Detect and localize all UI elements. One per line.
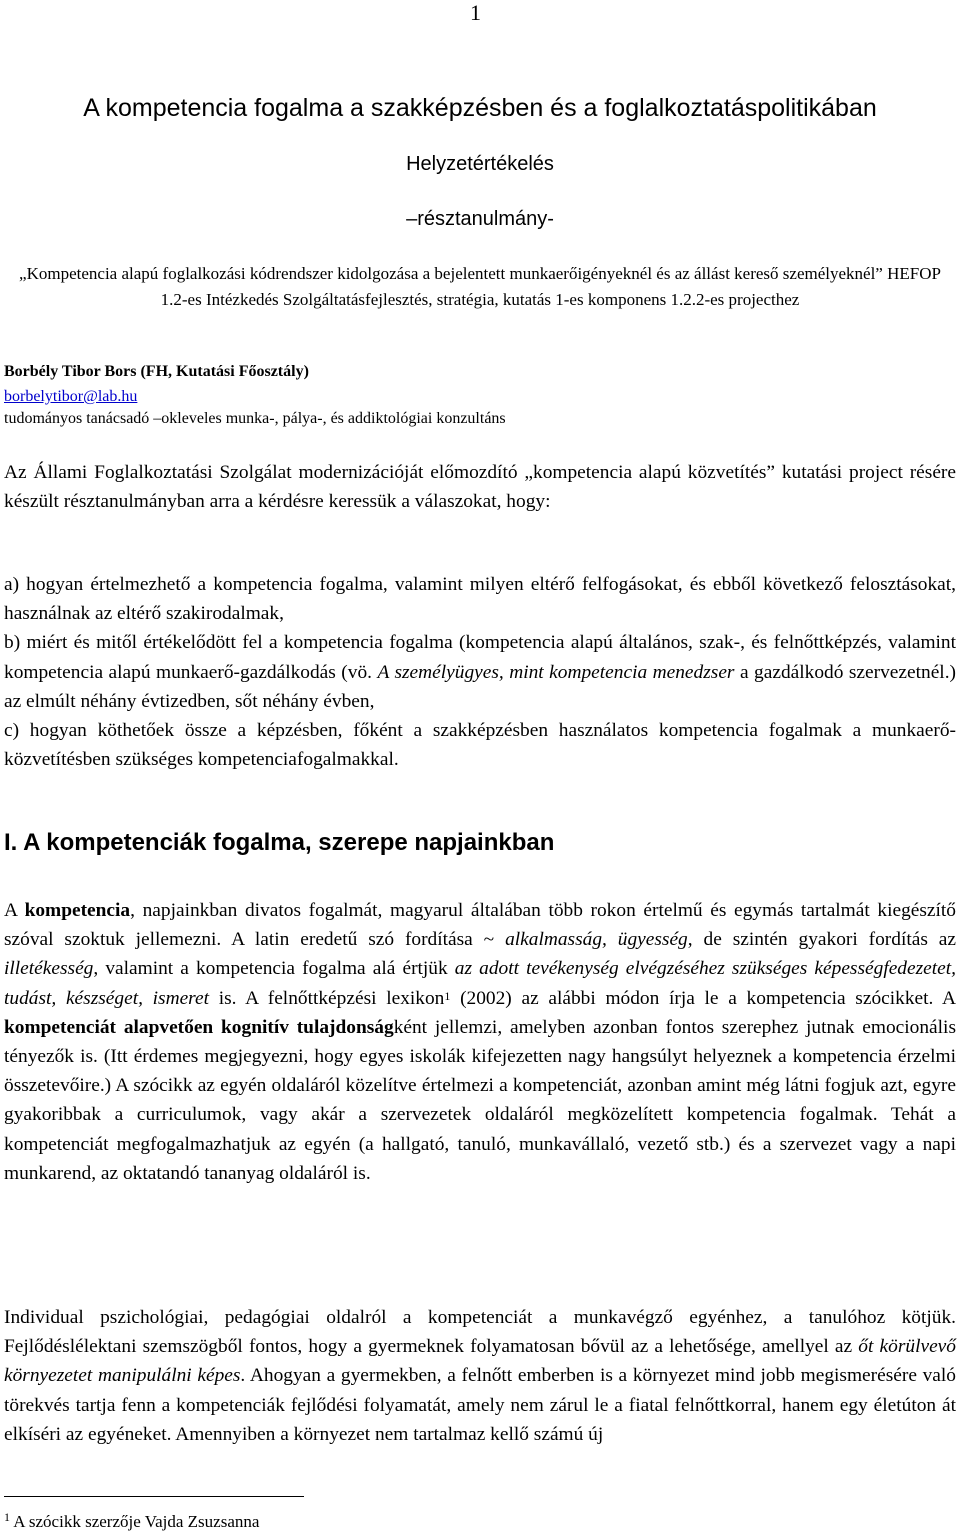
para1-text: , napjainkban divatos fogalmát, magyarul általában több rokon értelmű és egymás tartalmát kiegészítő szóval szoktuk jellemezni. A latin eredetű szó fordítása ~ [4,900,956,951]
para1-italic: alkalmasság, ügyesség [505,929,688,951]
project-description: „Kompetencia alapú foglalkozási kódrendszer kidolgozása a bejelentett munkaerőigényeknél és az állást kereső személyeknél” HEFOP 1.2-es Intézkedés Szolgáltatásfejlesztés, stratégia, kutatás 1-es komponens 1.2.2-es projecthez [19,264,941,309]
intro-paragraph: Az Állami Foglalkoztatási Szolgálat modernizációját előmozdító „kompetencia alapú közvetítés” kutatási project résére készült résztanulmányban arra a kérdésre keressük a válaszokat, hogy: [4,462,956,513]
para1-text: , de szintén gyakori fordítás az [687,929,956,951]
para1-italic: az adott tevékenység elvégzéséhez szükséges képességfedezetet, tudást, készséget, ismeret [4,958,956,1009]
para1-text: ként jellemzi, amelyben azonban fontos szerephez jutnak emocionális tényezők is. (Itt érdemes megjegyezni, hogy egyes iskolák kifejezetten nagy hangsúlyt helyeznek a kompetencia érzelmi összetevőire.) A szócikk az egyén oldaláról közelítve értelmezi a kompetenciát, azonban amint még látni fogjuk azt, egyre gyakoribbak a curriculumok, vagy akár a szervezetek oldaláról megközelített kompetencia fogalmak. Tehát a kompetenciát megfogalmazhatjuk az egyén (a hallgató, tanuló, munkavállaló, vezető stb.) és a szervezet vagy a napi munkarend, az oktatandó tananyag oldaláról is. [4,1016,956,1184]
author-name: Borbély Tibor Bors (FH, Kutatási Főosztály) [4,363,309,380]
body-paragraph-2 [4,1303,956,1449]
author-email-link[interactable]: borbelytibor@lab.hu [4,388,138,405]
para1-bold: kompetenciát alapvetően kognitív tulajdonság [4,1016,394,1038]
para1-bold: kompetencia [24,900,131,921]
section-heading: I. A kompetenciák fogalma, szerepe napjainkban [4,829,555,856]
footnote-divider [4,1496,304,1497]
page-number: 1 [470,0,481,25]
footnote-reference[interactable]: 1 [444,988,451,1003]
footnote [4,1512,259,1532]
list-item-b-italic: A személyügyes, mint kompetencia menedzser [377,661,735,683]
footnote-text: A szócikk szerzője Vajda Zsuzsanna [10,1512,260,1531]
document-subtitle-2: –résztanulmány- [406,208,554,230]
footnote-number: 1 [4,1510,10,1524]
para1-text: A [4,900,25,921]
para1-italic: illetékesség [4,958,94,980]
para2-italic: őt körülvevő környezetet manipulálni képes [4,1336,956,1387]
document-subtitle: Helyzetértékelés [406,153,554,175]
list-item-c: c) hogyan köthetőek össze a képzésben, főként a szakképzésben használatos kompetencia fogalmak a munkaerő-közvetítésben szükséges kompetenciafogalmakkal. [4,720,956,771]
body-paragraph-1 [4,896,956,1188]
list-item-b [4,628,956,716]
para2-text: Individual pszichológiai, pedagógiai oldalról a kompetenciát a munkavégző egyénhez, a tanulóhoz kötjük. Fejlődéslélektani szemszögből fontos, hogy a gyermeknek folyamatosan bővül az a lehetősége, amellyel az [4,1307,956,1358]
para2-text: . Ahogyan a gyermekben, a felnőtt emberben is a környezet mind jobb megismerésére való törekvés tartja fenn a kompetenciák fejlődési folyamatát, amely nem zárul le a fiatal felnőttkorral, hanem egy életúton át elkíséri az egyéneket. Amennyiben a környezet nem tartalmaz kellő számú új [4,1365,956,1445]
question-list [4,570,956,774]
para1-text: is. A felnőttképzési lexikon [209,987,445,1009]
document-title: A kompetencia fogalma a szakképzésben és a foglalkoztatáspolitikában [83,94,877,122]
list-item-b-text-2: a gazdálkodó szervezetnél.) az elmúlt néhány évtizedben, sőt néhány évben, [4,661,956,712]
para1-text: , valamint a kompetencia fogalma alá értjük [93,958,455,980]
author-role: tudományos tanácsadó –okleveles munka-, pálya-, és addiktológiai konzultáns [4,410,506,427]
list-item-b-text: b) miért és mitől értékelődött fel a kompetencia fogalma (kompetencia alapú általános, szak-, és felnőttképzés, valamint kompetencia alapú munkaerő-gazdálkodás (vö. [4,632,956,683]
list-item-a: a) hogyan értelmezhető a kompetencia fogalma, valamint milyen eltérő felfogásokat, és ebből következő felosztásokat, használnak az eltérő szakirodalmak, [4,574,956,625]
para1-text: (2002) az alábbi módon írja le a kompetencia szócikket. A [450,987,956,1009]
